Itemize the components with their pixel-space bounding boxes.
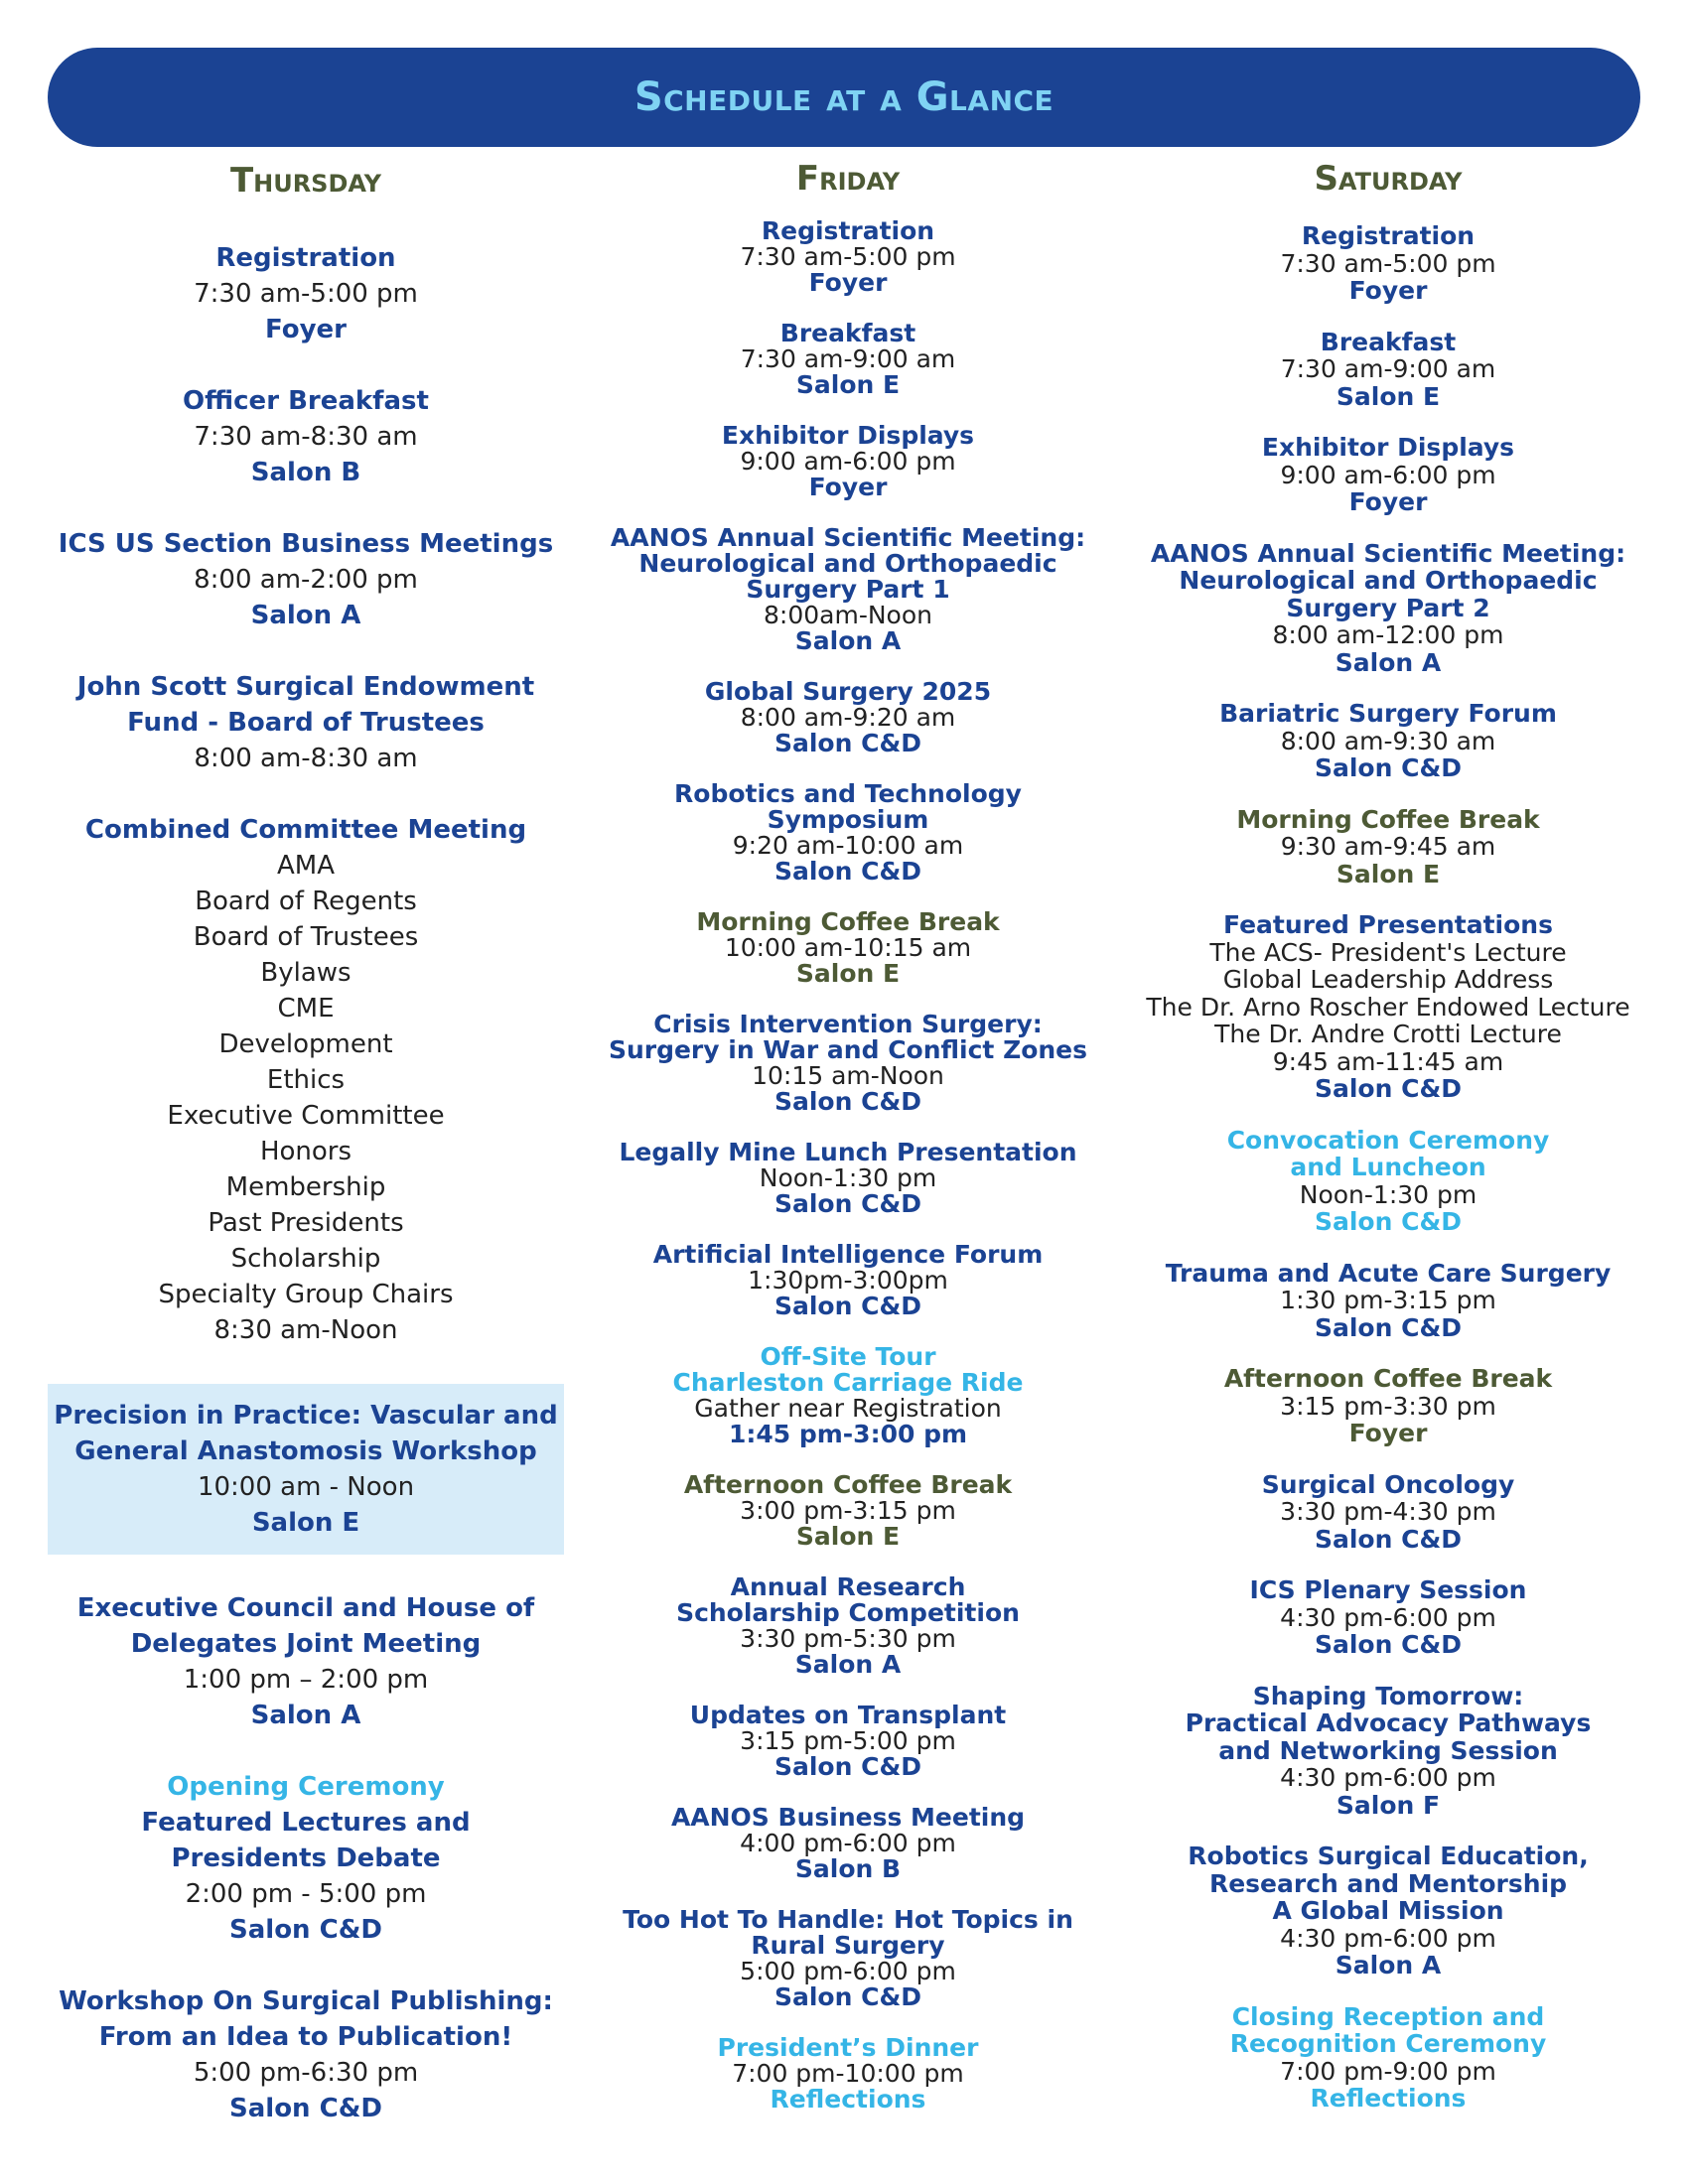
event-detail: 3:15 pm-5:00 pm [740, 1726, 956, 1755]
event-line: General Anastomosis Workshop [74, 1436, 537, 1466]
event-item [596, 218, 1100, 296]
event-line: Foyer [808, 268, 888, 297]
event-item [48, 240, 564, 347]
event-detail: 4:30 pm-6:00 pm [1280, 1602, 1496, 1632]
event-detail: Membership [225, 1172, 386, 1202]
event-detail: 10:15 am-Noon [752, 1061, 944, 1090]
event-detail: 8:00am-Noon [764, 601, 932, 629]
page-title: Schedule at a Glance [633, 74, 1055, 120]
event-detail: 4:30 pm-6:00 pm [1280, 1763, 1496, 1792]
event-item [596, 1703, 1100, 1780]
event-detail: 7:30 am-8:30 am [194, 422, 418, 452]
event-line: Foyer [1348, 1419, 1428, 1447]
event-detail: 2:00 pm - 5:00 pm [185, 1879, 427, 1909]
event-title: Registration [761, 216, 935, 245]
event-title: ICS US Section Business Meetings [58, 529, 554, 559]
event-title: Precision in Practice: Vascular and [54, 1401, 558, 1431]
event-detail: Ethics [266, 1065, 346, 1095]
event-detail: 7:00 pm-10:00 pm [732, 2059, 964, 2088]
event-line: Salon A [1335, 1951, 1442, 1979]
event-detail: 9:30 am-9:45 am [1280, 832, 1496, 861]
event-line: Salon E [795, 1522, 901, 1551]
event-detail: The Dr. Andre Crotti Lecture [1214, 1020, 1562, 1048]
event-item [596, 1344, 1100, 1447]
event-title: John Scott Surgical Endowment [76, 672, 535, 702]
event-title: Shaping Tomorrow: [1252, 1681, 1524, 1710]
event-title: Officer Breakfast [183, 386, 429, 416]
event-detail: 5:00 pm-6:00 pm [740, 1957, 956, 1985]
event-line: Salon C&D [774, 1752, 922, 1781]
saturday-column [1120, 159, 1656, 2136]
highlighted-event [48, 1384, 564, 1555]
event-title: Too Hot To Handle: Hot Topics in [623, 1905, 1073, 1934]
event-detail: The ACS- President's Lecture [1209, 937, 1567, 967]
event-line: Salon A [794, 1650, 902, 1679]
event-item [596, 1574, 1100, 1678]
event-title: Closing Reception and [1231, 2001, 1545, 2031]
event-line: Salon C&D [774, 1982, 922, 2011]
event-item [596, 1805, 1100, 1882]
day-heading: Thursday [229, 161, 382, 201]
event-detail: Honors [259, 1137, 352, 1166]
event-list [596, 218, 1100, 2113]
event-item [1120, 911, 1656, 1103]
event-line: Foyer [808, 473, 888, 501]
event-line: Salon A [250, 601, 361, 630]
event-line: Foyer [1348, 276, 1428, 305]
event-detail: Global Leadership Address [1222, 965, 1554, 994]
event-line: Symposium [767, 805, 929, 834]
thursday-column [48, 161, 564, 2162]
event-detail: 7:30 am-9:00 am [1280, 354, 1496, 383]
event-line: Foyer [1348, 487, 1428, 516]
event-line: Salon F [1336, 1790, 1441, 1820]
event-item [596, 525, 1100, 654]
event-title: President’s Dinner [717, 2033, 979, 2062]
day-heading: Saturday [1314, 159, 1463, 199]
event-item [48, 526, 564, 633]
event-detail: Noon-1:30 pm [1299, 1179, 1477, 1209]
event-line: Reflections [770, 2085, 926, 2114]
event-detail: Board of Regents [195, 887, 417, 916]
event-title: Artificial Intelligence Forum [652, 1240, 1044, 1269]
event-line: and Luncheon [1290, 1153, 1486, 1181]
event-line: Salon C&D [229, 1915, 382, 1945]
event-item [1120, 2003, 1656, 2113]
event-line: Salon E [795, 370, 901, 399]
event-title: Registration [1301, 221, 1476, 250]
event-item [1120, 540, 1656, 677]
event-detail: 4:00 pm-6:00 pm [740, 1829, 956, 1857]
event-item [1120, 806, 1656, 888]
event-item [596, 1140, 1100, 1217]
event-detail: 3:30 pm-4:30 pm [1280, 1497, 1496, 1526]
event-item [596, 423, 1100, 500]
event-detail: AMA [276, 851, 335, 881]
event-item [596, 2035, 1100, 2113]
event-title: Convocation Ceremony [1226, 1125, 1550, 1155]
event-item [596, 679, 1100, 756]
event-line: From an Idea to Publication! [98, 2022, 513, 2052]
event-detail: 9:20 am-10:00 am [732, 831, 964, 860]
event-title: Trauma and Acute Care Surgery [1165, 1258, 1612, 1288]
event-item [48, 669, 564, 776]
event-item [48, 383, 564, 490]
event-line: Salon A [250, 1701, 361, 1730]
event-title: Combined Committee Meeting [84, 815, 527, 845]
event-line: Neurological and Orthopaedic [1179, 566, 1598, 595]
event-title: Updates on Transplant [689, 1701, 1007, 1729]
event-detail: 4:30 pm-6:00 pm [1280, 1923, 1496, 1953]
event-list [48, 240, 564, 2126]
event-item [48, 1983, 564, 2126]
event-line: Rural Surgery [751, 1931, 945, 1960]
event-title: AANOS Annual Scientific Meeting: [610, 523, 1086, 552]
event-item [48, 1769, 564, 1948]
event-detail: 3:30 pm-5:30 pm [740, 1624, 956, 1653]
event-title: Crisis Intervention Surgery: [653, 1010, 1043, 1038]
event-title: Annual Research [730, 1572, 966, 1601]
event-title: Exhibitor Displays [721, 421, 975, 450]
event-line: Salon C&D [774, 1189, 922, 1218]
event-detail: Board of Trustees [193, 922, 419, 952]
event-line: Surgery in War and Conflict Zones [608, 1035, 1088, 1064]
event-line: Salon C&D [1314, 1074, 1463, 1103]
event-detail: Development [218, 1029, 393, 1059]
event-list [1120, 222, 1656, 2113]
event-line: Reflections [1310, 2084, 1467, 2113]
event-line: Charleston Carriage Ride [672, 1368, 1024, 1397]
event-line: Salon C&D [1314, 1630, 1463, 1659]
event-line: A Global Mission [1272, 1896, 1504, 1925]
event-title: Morning Coffee Break [1236, 804, 1540, 834]
event-title: Opening Ceremony [167, 1772, 445, 1802]
event-detail: 1:30pm-3:00pm [748, 1266, 948, 1295]
friday-column [596, 159, 1100, 2137]
event-title: Bariatric Surgery Forum [1219, 699, 1557, 728]
event-line: and Networking Session [1218, 1735, 1558, 1765]
event-detail: 5:00 pm-6:30 pm [193, 2058, 419, 2088]
event-item [596, 1472, 1100, 1550]
event-line: Scholarship Competition [676, 1598, 1020, 1627]
event-line: Presidents Debate [171, 1843, 441, 1873]
event-item [1120, 222, 1656, 305]
event-line: Salon E [795, 959, 901, 988]
event-line: 1:45 pm-3:00 pm [728, 1420, 968, 1448]
event-item [1120, 1365, 1656, 1447]
event-item [596, 321, 1100, 398]
event-line: Salon C&D [1314, 1524, 1463, 1554]
event-line: Salon C&D [774, 1292, 922, 1320]
event-item [1120, 1576, 1656, 1659]
event-item [48, 1590, 564, 1733]
event-title: Morning Coffee Break [696, 907, 1000, 936]
event-item [1120, 1127, 1656, 1236]
event-detail: 7:30 am-5:00 pm [740, 242, 956, 271]
event-line: Practical Advocacy Pathways [1185, 1708, 1592, 1737]
event-detail: The Dr. Arno Roscher Endowed Lecture [1146, 992, 1630, 1022]
event-line: Salon B [794, 1854, 902, 1883]
event-title: Executive Council and House of [76, 1593, 535, 1623]
event-detail: Specialty Group Chairs [158, 1280, 454, 1309]
event-title: Surgical Oncology [1261, 1469, 1515, 1499]
event-detail: 9:00 am-6:00 pm [1280, 460, 1496, 489]
event-detail: 7:30 am-9:00 am [740, 344, 956, 373]
event-detail: Scholarship [230, 1244, 381, 1274]
event-item [1120, 434, 1656, 516]
event-detail: 9:45 am-11:45 am [1272, 1046, 1504, 1076]
event-title: ICS Plenary Session [1249, 1575, 1527, 1604]
event-line: Salon C&D [774, 857, 922, 886]
event-title: Robotics Surgical Education, [1188, 1842, 1589, 1870]
event-detail: 8:00 am-12:00 pm [1272, 620, 1504, 649]
event-item [1120, 329, 1656, 411]
event-line: Salon E [251, 1508, 360, 1538]
event-detail: 8:30 am-Noon [213, 1315, 398, 1345]
event-line: Salon C&D [1314, 1312, 1463, 1342]
event-title: Breakfast [1320, 327, 1457, 356]
event-item [596, 1907, 1100, 2010]
event-detail: Bylaws [260, 958, 352, 988]
event-item [596, 781, 1100, 885]
event-detail: 1:00 pm – 2:00 pm [183, 1665, 429, 1695]
event-line: Delegates Joint Meeting [130, 1629, 482, 1659]
event-line: Salon C&D [774, 729, 922, 757]
event-title: Exhibitor Displays [1261, 433, 1515, 462]
event-title: Workshop On Surgical Publishing: [59, 1986, 553, 2016]
event-detail: 7:00 pm-9:00 pm [1280, 2056, 1496, 2086]
event-item [1120, 1260, 1656, 1342]
event-title: Global Surgery 2025 [704, 677, 992, 706]
event-detail: 8:00 am-8:30 am [194, 744, 418, 773]
event-line: Salon B [250, 458, 361, 487]
event-detail: Noon-1:30 pm [759, 1163, 937, 1192]
event-item [596, 1242, 1100, 1319]
event-detail: CME [277, 994, 335, 1024]
event-line: Salon E [1336, 381, 1441, 411]
event-title: Featured Presentations [1223, 910, 1553, 939]
title-banner [48, 48, 1640, 147]
event-line: Neurological and Orthopaedic [638, 549, 1057, 578]
event-item [48, 812, 564, 1348]
event-detail: 8:00 am-9:20 am [740, 703, 956, 732]
event-item [596, 909, 1100, 987]
event-line: Fund - Board of Trustees [127, 708, 485, 738]
event-line: Surgery Part 1 [746, 575, 950, 604]
event-item [1120, 700, 1656, 782]
event-line: Recognition Ceremony [1229, 2029, 1547, 2058]
event-line: Foyer [265, 315, 347, 344]
event-line: Salon A [794, 626, 902, 655]
event-title: Breakfast [779, 319, 916, 347]
event-title: Robotics and Technology [674, 779, 1022, 808]
event-line: Featured Lectures and [141, 1808, 471, 1838]
event-detail: Past Presidents [208, 1208, 404, 1238]
event-line: Salon C&D [774, 1087, 922, 1116]
event-detail: 8:00 am-9:30 am [1280, 726, 1496, 755]
event-title: Legally Mine Lunch Presentation [619, 1138, 1077, 1166]
event-item [1120, 1683, 1656, 1820]
event-detail: 9:00 am-6:00 pm [740, 447, 956, 476]
event-title: Off-Site Tour [760, 1342, 936, 1371]
event-title: Registration [215, 243, 396, 273]
event-item [1120, 1843, 1656, 1979]
event-title: AANOS Business Meeting [670, 1803, 1026, 1832]
event-detail: Executive Committee [167, 1101, 445, 1131]
event-detail: 10:00 am - Noon [197, 1472, 415, 1502]
event-detail: 3:00 pm-3:15 pm [740, 1496, 956, 1525]
event-item [596, 1012, 1100, 1115]
event-detail: 10:00 am-10:15 am [724, 933, 972, 962]
event-line: Salon C&D [1314, 753, 1463, 782]
event-detail: 3:15 pm-3:30 pm [1280, 1391, 1496, 1421]
event-title: Afternoon Coffee Break [1223, 1364, 1553, 1393]
event-detail: 7:30 am-5:00 pm [194, 279, 418, 309]
event-line: Salon C&D [1314, 1207, 1463, 1236]
event-line: Research and Mentorship [1208, 1868, 1568, 1898]
event-line: Surgery Part 2 [1286, 593, 1490, 622]
event-line: Salon E [1336, 859, 1441, 888]
event-title: AANOS Annual Scientific Meeting: [1150, 538, 1626, 568]
event-item [1120, 1471, 1656, 1554]
event-title: Afternoon Coffee Break [683, 1470, 1013, 1499]
event-line: Salon A [1335, 647, 1442, 677]
event-detail: Gather near Registration [694, 1394, 1002, 1423]
event-detail: 1:30 pm-3:15 pm [1280, 1286, 1496, 1314]
day-heading: Friday [795, 159, 901, 199]
event-line: Salon C&D [229, 2094, 382, 2123]
event-detail: 7:30 am-5:00 pm [1280, 248, 1496, 278]
event-detail: 8:00 am-2:00 pm [194, 565, 418, 595]
